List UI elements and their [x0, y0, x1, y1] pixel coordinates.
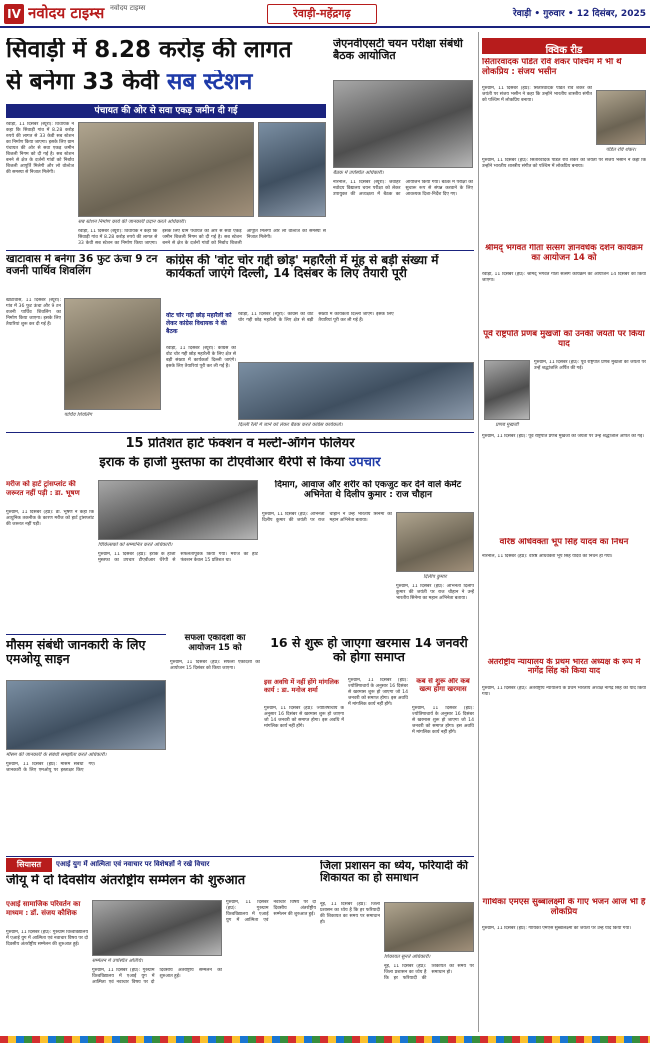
- heart-headline-2-wrap: [6, 456, 474, 474]
- column-divider: [478, 32, 479, 1032]
- lead-photo-caption: सब स्टेशन निर्माण कार्य की जानकारी प्रदान करते अधिकारी।: [78, 219, 186, 225]
- heart-headline-1: 15 प्रतिशत हार्ट फंक्शन व मल्टी-ऑर्गन फेलियर: [125, 437, 355, 451]
- lead-body-2: रेवाड़ी, 11 दिसंबर (ब्यूरो): विधायक ने कहा कि सिवाड़ी गांव में 8.28 करोड़ रुपये की लागत से 33 केवी सब स्टेशन का निर्माण किया जाएगा। इसके लिए ग्राम पंचायत की ओर से सवा एकड़ जमीन बिजली निगम को दी गई है। सब स्टेशन बनने से क्षेत्र के दर्जनों गांवों को निर्बाध बिजली आपूर्ति मिलेगी और लो वोल्टेज की समस्या से निजात मिलेगी।: [78, 229, 326, 246]
- kharmas-side-body: गुरुग्राम, 11 दिसंबर (हप्र): ज्योतिषाचार्य के अनुसार 16 दिसंबर से खरमास शुरू हो जाएगा जो 14 जनवरी को समाप्त होगा। इस अवधि में मांगलिक कार्य नहीं होंगे।: [412, 706, 474, 735]
- jnv-caption: बैठक में उपस्थित अधिकारी।: [333, 170, 384, 176]
- weather-caption: मौसम की जानकारी के संबंधी समझौता करते अधिकारी।: [6, 752, 107, 758]
- qr-item-1-caption: पंडित रवि शंकर।: [605, 147, 637, 153]
- congress-headline: कांग्रेस की 'वोट चोर गद्दी छोड़' महारैली में मूंह से बड़ी संख्या में कार्यकर्ता जाएंगे दिल्ली, 14 दिसंबर के लिए तैयारी पूरी: [166, 254, 439, 281]
- page-number: IV: [4, 4, 24, 24]
- ai-photo: [92, 900, 222, 956]
- lead-headline-2-wrap: [6, 70, 326, 102]
- dateline: रेवाड़ी • गुरुवार • 12 दिसंबर, 2025: [513, 9, 646, 19]
- kharmas-body: गुरुग्राम, 11 दिसंबर (हप्र): ज्योतिषाचार्य के अनुसार 16 दिसंबर से खरमास शुरू हो जाएगा जो 14 जनवरी को समाप्त होगा। इस अवधि में मांगलिक कार्य नहीं होंगे।: [264, 706, 344, 729]
- heart-caption: चिकित्सकों को सम्मानित करते अधिकारी।: [98, 542, 173, 548]
- qr-item-5-title: अंतर्राष्ट्रीय न्यायालय के प्रथम भारत अध्यक्ष के रूप में नागेंद्र सिंह को किया याद: [487, 658, 641, 675]
- ekadashi-body: गुरुग्राम, 11 दिसंबर (हप्र): सफला एकादशी का आयोजन 15 दिसंबर को किया जाएगा।: [170, 660, 260, 671]
- shivling-headline: खाटावास में बनेगा 36 फुट ऊंचा 9 टन वजनी पार्थिव शिवलिंग: [6, 254, 158, 277]
- ai-headline: जीयू में दो दिवसीय अंतर्राष्ट्रीय सम्मेलन की शुरुआत: [6, 874, 246, 888]
- dilip-headline: दिमाग, आवाज और शरीर को एकजुट कर देने वाले केमेंट अभिनेता थे दिलीप कुमार : राज चौहान: [274, 480, 462, 501]
- kharmas-kicker: इस अवधि में नहीं होंगे मांगलिक कार्य : डा. मनोज शर्मा: [264, 678, 339, 694]
- dilip-photo: [396, 512, 474, 572]
- ai-body-3: गुरुग्राम, 11 दिसंबर (हप्र): गुरुग्राम विश्वविद्यालय में एआई युग में आत्मिता एवं नवाचार विषय पर दो दिवसीय अंतर्राष्ट्रीय सम्मेलन की शुरुआत हुई।: [226, 900, 316, 923]
- qr-item-4-body: नारनौल, 11 दिसंबर (हप्र): वरिष्ठ अधिवक्ता भूप सिंह यादव का निधन हो गया।: [482, 554, 613, 559]
- lead-headline-1: सिवाड़ी में 8.28 करोड़ की लागत: [6, 38, 292, 63]
- qr-item-1-photo: [596, 90, 646, 145]
- quickread-label: क्विक रीड: [545, 45, 583, 54]
- patient-kicker: मरीज को हार्ट ट्रांसप्लांट की जरूरत नहीं पड़ी : डा. भूषण: [6, 480, 80, 497]
- admin-caption: शिकायत सुनते अधिकारी।: [384, 954, 431, 960]
- lead-body: रेवाड़ी, 11 दिसंबर (ब्यूरो): विधायक ने कहा कि सिवाड़ी गांव में 8.28 करोड़ रुपये की लागत से 33 केवी सब स्टेशन का निर्माण किया जाएगा। इसके लिए ग्राम पंचायत की ओर से सवा एकड़ जमीन बिजली निगम को दी गई है। सब स्टेशन बनने से क्षेत्र के दर्जनों गांवों को निर्बाध बिजली आपूर्ति मिलेगी और लो वोल्टेज की समस्या से निजात मिलेगी।: [6, 122, 74, 175]
- section-label: रेवाड़ी-महेंद्रगढ़: [267, 4, 377, 24]
- patient-body: गुरुग्राम, 11 दिसंबर (हप्र): डा. भूषण ने कहा कि आधुनिक तकनीक के कारण मरीज को हार्ट ट्रांसप्लांट की जरूरत नहीं पड़ी।: [6, 510, 94, 527]
- congress-caption: दिल्ली रैली में जाने को लेकर बैठक करते कांग्रेस कार्यकर्ता।: [238, 422, 343, 428]
- qr-item-3-photo: [484, 360, 530, 420]
- qr-item-2-body: रेवाड़ी, 11 दिसंबर (हप्र): श्रीमद् भगवत गीता सत्संग कार्यक्रम का आयोजन 14 दिसंबर को किया जाएगा।: [482, 272, 646, 283]
- lead-headline-2: से बनेगा 33 केवी: [6, 70, 159, 95]
- ai-body-2: गुरुग्राम, 11 दिसंबर (हप्र): गुरुग्राम विश्वविद्यालय में एआई युग में आत्मिता एवं नवाचार विषय पर दो दिवसीय अंतर्राष्ट्रीय सम्मेलन की शुरुआत हुई।: [92, 968, 222, 985]
- kharmas-body-2: गुरुग्राम, 11 दिसंबर (हप्र): ज्योतिषाचार्य के अनुसार 16 दिसंबर से खरमास शुरू हो जाएगा जो 14 जनवरी को समाप्त होगा। इस अवधि में मांगलिक कार्य नहीं होंगे।: [348, 678, 408, 707]
- jnv-headline: जेएनवीएसटी चयन परीक्षा संबंधी बैठक आयोजित: [333, 38, 463, 63]
- admin-headline: जिला प्रशासन का ध्येय, फरियादी की शिकायत का हो समाधान: [320, 860, 469, 885]
- footer-color-bar: [0, 1036, 650, 1043]
- congress-body-left: रेवाड़ी, 11 दिसंबर (ब्यूरो): कांग्रेस की वोट चोर गद्दी छोड़ महारैली के लिए क्षेत्र से बड़ी संख्या में कार्यकर्ता दिल्ली जाएंगे। इसके लिए तैयारियां पूरी कर ली गई हैं।: [166, 346, 236, 369]
- qr-item-6-body: गुरुग्राम, 11 दिसंबर (हप्र): गायिका एमएस सुब्बालक्ष्मी की जयंती पर उन्हें याद किया गया।: [482, 926, 631, 931]
- qr-item-3-body-2: गुरुग्राम, 11 दिसंबर (हप्र): पूर्व राष्ट्रपति प्रणब मुखर्जी की जयंती पर उन्हें श्रद्धांजलि अर्पित की गई।: [482, 434, 644, 439]
- qr-item-5-body: गुरुग्राम, 11 दिसंबर (हप्र): अंतर्राष्ट्रीय न्यायालय के प्रथम भारतीय अध्यक्ष नागेंद्र सिंह को याद किया गया।: [482, 686, 646, 697]
- qr-item-6-title: गाथिका एमएस सुब्बालक्ष्मी के गाए भजन आज भी हैं लोकप्रिय: [482, 898, 646, 917]
- divider-1: [6, 250, 474, 251]
- qr-item-3-caption: प्रणब मुखर्जी: [495, 422, 519, 428]
- jnv-body: नारनौल, 11 दिसंबर (ब्यूरो): जवाहर नवोदय विद्यालय चयन परीक्षा को लेकर उपायुक्त की अध्यक्षता में बैठक का आयोजन किया गया। बैठक में परीक्षा को सुचारू रूप से संपन्न करवाने के लिए आवश्यक दिशा-निर्देश दिए गए।: [333, 180, 473, 197]
- weather-headline: मौसम संबंधी जानकारी के लिए एमओयू साइन: [6, 638, 146, 666]
- heart-photo: [98, 480, 258, 540]
- kharmas-headline: 16 से शुरू हो जाएगा खरमास 14 जनवरी को होगा समाप्त: [270, 636, 468, 664]
- brand-subtitle: नवोदय टाइम्स: [110, 4, 146, 12]
- lead-headline-highlight: सब स्टेशन: [166, 70, 253, 95]
- congress-photo: [238, 362, 474, 420]
- dilip-caption: दिलीप कुमार: [423, 574, 447, 580]
- lead-photo-2: [258, 122, 326, 217]
- shivling-photo: [64, 298, 161, 410]
- weather-body: गुरुग्राम, 11 दिसंबर (हप्र): मौसम संबंधी जानकारी के लिए एमओयू पर हस्ताक्षर किए गए।: [6, 762, 96, 773]
- divider-4: [6, 856, 474, 857]
- lead-photo: [78, 122, 254, 217]
- heart-headline-highlight: उपचार: [349, 456, 381, 470]
- admin-photo: [384, 902, 474, 952]
- ai-caption: सम्मेलन में उपस्थित अतिथि।: [92, 958, 143, 964]
- shivling-caption: पार्थिव शिवलिंग: [64, 412, 92, 418]
- divider-2: [6, 432, 474, 433]
- admin-body: नूंह, 11 दिसंबर (हप्र): जिला प्रशासन का ध्येय है कि हर फरियादी की शिकायत का समय पर समाधान हो।: [320, 902, 380, 925]
- divider-3: [6, 634, 166, 635]
- admin-body-2: नूंह, 11 दिसंबर (हप्र): जिला प्रशासन का ध्येय है कि हर फरियादी की शिकायत का समय पर समाधान हो।: [384, 964, 474, 981]
- qr-item-1-body-2: गुरुग्राम, 11 दिसंबर (हप्र): सितारवादक पंडित रवि शंकर की जयंती पर संजय भसीन ने कहा कि उन्होंने भारतीय शास्त्रीय संगीत को पश्चिम में लोकप्रिय बनाया।: [482, 158, 646, 169]
- weather-photo: [6, 680, 166, 750]
- ai-kicker: एआई सामाजिक परिवर्तन का माध्यम : डॉ. संजय कौशिक: [6, 900, 81, 917]
- kharmas-side-title: कब से शुरू और कब खत्म होगा खरमास: [416, 678, 470, 693]
- ekadashi-headline: सफला एकादशी का आयोजन 15 को: [184, 634, 246, 653]
- ai-label: सियासत: [6, 858, 52, 872]
- qr-item-3-title: पूर्व राष्ट्रपति प्रणब मुखर्जी को उनकी जयंती पर किया याद: [483, 330, 645, 349]
- dilip-body-2: गुरुग्राम, 11 दिसंबर (हप्र): अभिनेता दिलीप कुमार की जयंती पर राज चौहान ने उन्हें भारतीय सिनेमा का महान अभिनेता बताया।: [396, 584, 474, 601]
- congress-subhead: वोट चोर गद्दी छोड़ महारैली को लेकर कांग्रेस विधायक ने की बैठक: [166, 312, 232, 335]
- dilip-body: गुरुग्राम, 11 दिसंबर (हप्र): अभिनेता दिलीप कुमार की जयंती पर राज चौहान ने उन्हें भारतीय सिनेमा का महान अभिनेता बताया।: [262, 512, 392, 523]
- ai-headline-top: एआई युग में आत्मिता एवं नवाचार पर विशेषज्ञों ने रखे विचार: [56, 860, 210, 868]
- congress-body: रेवाड़ी, 11 दिसंबर (ब्यूरो): कांग्रेस की वोट चोर गद्दी छोड़ महारैली के लिए क्षेत्र से बड़ी संख्या में कार्यकर्ता दिल्ली जाएंगे। इसके लिए तैयारियां पूरी कर ली गई हैं।: [238, 312, 394, 323]
- heart-headline-2: इराक के हाजी मुस्तफा का टीएवीआर थैरेपी से किया: [99, 456, 345, 470]
- qr-item-1-title: सितारवादक पंडित रवि शंकर पश्चिम में भी थे लोकप्रिय : संजय भसीन: [482, 58, 622, 77]
- heart-body: गुरुग्राम, 11 दिसंबर (हप्र): इराक के हाजी मुस्तफा का उपचार टीएवीआर थैरेपी से सफलतापूर्वक किया गया। मरीज का हार्ट फंक्शन केवल 15 प्रतिशत था।: [98, 552, 258, 563]
- jnv-photo: [333, 80, 473, 168]
- shivling-body: खाटावास, 11 दिसंबर (ब्यूरो): गांव में 36 फुट ऊंचा और 9 टन वजनी पार्थिव शिवलिंग का निर्माण किया जाएगा। इसके लिए तैयारियां शुरू कर दी गई हैं।: [6, 298, 61, 327]
- qr-item-1-body: गुरुग्राम, 11 दिसंबर (हप्र): सितारवादक पंडित रवि शंकर की जयंती पर संजय भसीन ने कहा कि उन्होंने भारतीय शास्त्रीय संगीत को पश्चिम में लोकप्रिय बनाया।: [482, 86, 592, 103]
- brand-logo: नवोदय टाइम्स: [28, 4, 105, 22]
- ai-body: गुरुग्राम, 11 दिसंबर (हप्र): गुरुग्राम विश्वविद्यालय में एआई युग में आत्मिता एवं नवाचार विषय पर दो दिवसीय अंतर्राष्ट्रीय सम्मेलन की शुरुआत हुई।: [6, 930, 88, 947]
- quickread-label-wrap: [482, 38, 646, 54]
- qr-item-3-body: गुरुग्राम, 11 दिसंबर (हप्र): पूर्व राष्ट्रपति प्रणब मुखर्जी की जयंती पर उन्हें श्रद्धांजलि अर्पित की गई।: [534, 360, 646, 371]
- qr-item-2-title: श्रीमद् भगवत गीता सत्संग ज्ञानवर्धक दर्शन कार्यक्रम का आयोजन 14 को: [485, 244, 643, 263]
- lead-deck: पंचायत की ओर से सवा एकड़ जमीन दी गई: [6, 104, 326, 118]
- qr-item-4-title: वरिष्ठ अधिवक्ता भूप सिंह यादव का निधन: [499, 538, 629, 547]
